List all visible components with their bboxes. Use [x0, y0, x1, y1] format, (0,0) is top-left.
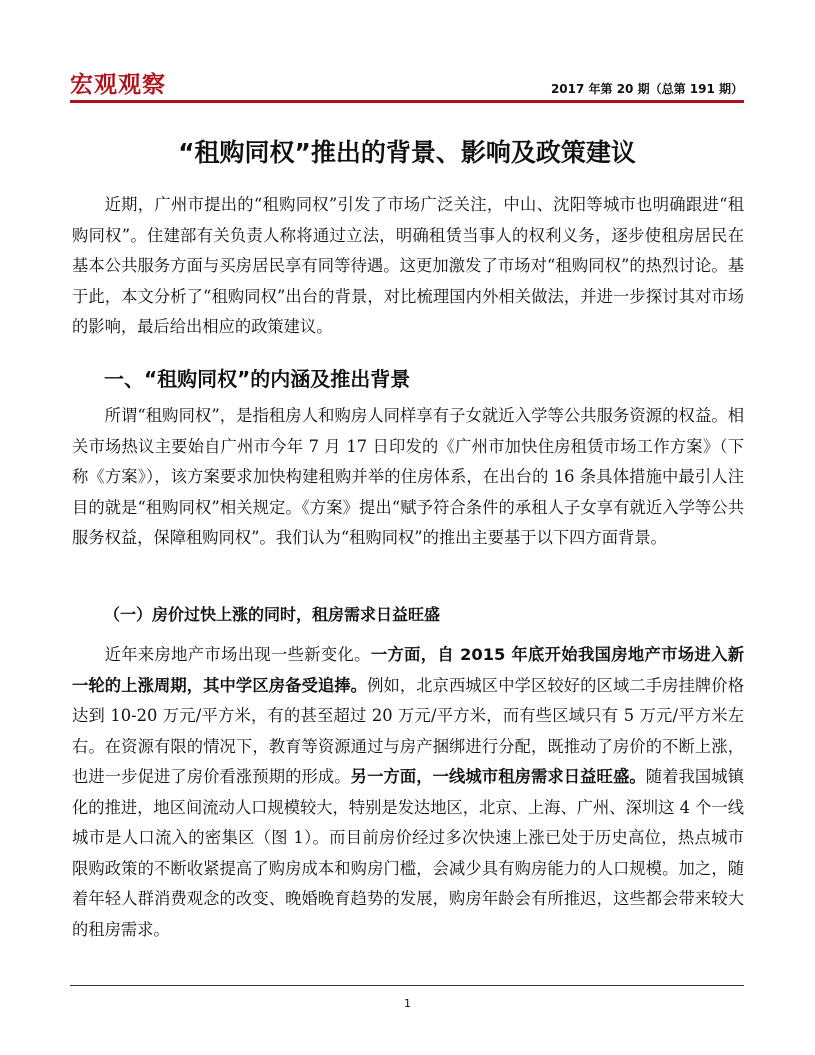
paragraph-emphasis: 另一方面，一线城市租房需求日益旺盛。 — [350, 767, 646, 786]
section-1-paragraph: 所谓“租购同权”，是指租房人和购房人同样享有子女就近入学等公共服务资源的权益。相关市场热议主要始自广州市今年 7 月 17 日印发的《广州市加快住房租赁市场工作方案》（下称《方案》），该方案要求加快构建租购并举的住房体系，在出台的 16 条具体措施中最引人注目的就是“租购同权”相关规定。《方案》提出“赋予符合条件的承租人子女享有就近入学等公共服务权益，保障租购同权”。我们认为“租购同权”的推出主要基于以下四方面背景。 — [72, 406, 744, 547]
section-1-heading: 一、“租购同权”的内涵及推出背景 — [104, 367, 411, 391]
intro-paragraph: 近期，广州市提出的“租购同权”引发了市场广泛关注，中山、沈阳等城市也明确跟进“租购同权”。住建部有关负责人称将通过立法，明确租赁当事人的权利义务，逐步使租房居民在基本公共服务方面与买房居民享有同等待遇。这更加激发了市场对“租购同权”的热烈讨论。基于此，本文分析了“租购同权”出台的背景，对比梳理国内外相关做法，并进一步探讨其对市场的影响，最后给出相应的政策建议。 — [72, 195, 744, 336]
issue-number: 2017 年第 20 期（总第 191 期） — [550, 82, 743, 96]
paragraph-text: 近年来房地产市场出现一些新变化。 — [104, 645, 371, 664]
page-number: 1 — [404, 997, 411, 1010]
page-title: “租购同权”推出的背景、影响及政策建议 — [178, 138, 636, 167]
subsection-1-paragraph — [72, 640, 744, 945]
header-divider — [70, 100, 744, 103]
paragraph-emphasis: 一方面，自 2015 年底开始我国房地产市场进入新一轮的上涨周期，其中学区房备受追捧。 — [72, 645, 744, 695]
footer-divider — [70, 985, 744, 986]
paragraph-text: 随着我国城镇化的推进，地区间流动人口规模较大，特别是发达地区，北京、上海、广州、深圳这 4 个一线城市是人口流入的密集区（图 1）。而目前房价经过多次快速上涨已处于历史高位，热点城市限购政策的不断收紧提高了购房成本和购房门槛，会减少具有购房能力的人口规模。加之，随着年轻人群消费观念的改变、晚婚晚育趋势的发展，购房年龄会有所推迟，这些都会带来较大的租房需求。 — [72, 767, 744, 939]
paragraph-text: 例如，北京西城区中学区较好的区域二手房挂牌价格达到 10-20 万元/平方米，有的甚至超过 20 万元/平方米，而有些区域只有 5 万元/平方米左右。在资源有限的情况下，教育等资源通过与房产捆绑进行分配，既推动了房价的不断上涨，也进一步促进了房价看涨预期的形成。 — [72, 675, 744, 786]
subsection-1-heading: （一）房价过快上涨的同时，租房需求日益旺盛 — [104, 605, 441, 624]
header-brand: 宏观观察 — [70, 72, 166, 98]
